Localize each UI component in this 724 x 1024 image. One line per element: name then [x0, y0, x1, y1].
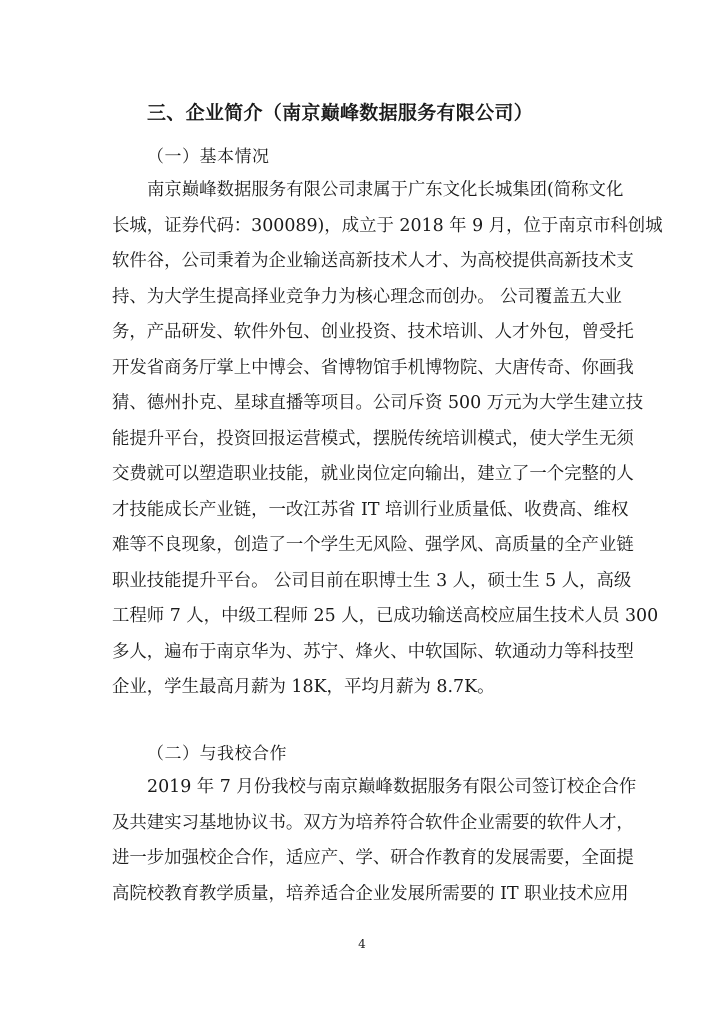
text-line: 才技能成长产业链，一改江苏省 IT 培训行业质量低、收费高、维权: [112, 499, 629, 520]
text-line: 多人，遍布于南京华为、苏宁、烽火、中软国际、软通动力等科技型: [112, 641, 634, 662]
section-title: 三、企业简介（南京巅峰数据服务有限公司）: [147, 102, 534, 124]
text-line: 务，产品研发、软件外包、创业投资、技术培训、人才外包，曾受托: [112, 322, 634, 342]
subsection-title-cooperation: （二）与我校合作: [147, 744, 287, 764]
text-line: 软件谷，公司秉着为企业输送高新技术人才、为高校提供高新技术支: [112, 251, 634, 271]
text-line: 职业技能提升平台。 公司目前在职博士生 3 人，硕士生 5 人，高级: [112, 570, 632, 591]
text-line: 持、为大学生提高择业竞争力为核心理念而创办。 公司覆盖五大业: [112, 286, 622, 307]
text-line: 2019 年 7 月份我校与南京巅峰数据服务有限公司签订校企合作: [147, 777, 637, 797]
text-line: 开发省商务厅掌上中博会、省博物馆手机博物院、大唐传奇、你画我: [112, 357, 634, 378]
text-line: 进一步加强校企合作，适应产、学、研合作教育的发展需要，全面提: [112, 848, 634, 868]
page-number: 4: [358, 937, 366, 951]
text-line: 能提升平台，投资回报运营模式，摆脱传统培训模式，使大学生无须: [112, 428, 634, 449]
paragraph-company-intro: [112, 173, 663, 706]
text-line: 南京巅峰数据服务有限公司隶属于广东文化长城集团(简称文化: [147, 180, 624, 200]
text-line: 交费就可以塑造职业技能，就业岗位定向输出，建立了一个完整的人: [112, 464, 634, 484]
text-line: 难等不良现象，创造了一个学生无风险、强学风、高质量的全产业链: [112, 535, 634, 555]
text-line: 工程师 7 人，中级工程师 25 人，已成功输送高校应届生技术人员 300: [112, 606, 659, 626]
text-line: 猜、德州扑克、星球直播等项目。公司斥资 500 万元为大学生建立技: [112, 393, 644, 413]
text-line: 及共建实习基地协议书。双方为培养符合软件企业需要的软件人才，: [112, 812, 634, 833]
subsection-title-basic-info: （一）基本情况: [147, 147, 270, 167]
text-line: 长城，证券代码：300089)，成立于 2018 年 9 月，位于南京市科创城: [112, 215, 663, 236]
text-line: 企业，学生最高月薪为 18K，平均月薪为 8.7K。: [112, 677, 495, 697]
text-line: 高院校教育教学质量，培养适合企业发展所需要的 IT 职业技术应用: [112, 883, 629, 904]
paragraph-cooperation: [112, 770, 637, 912]
